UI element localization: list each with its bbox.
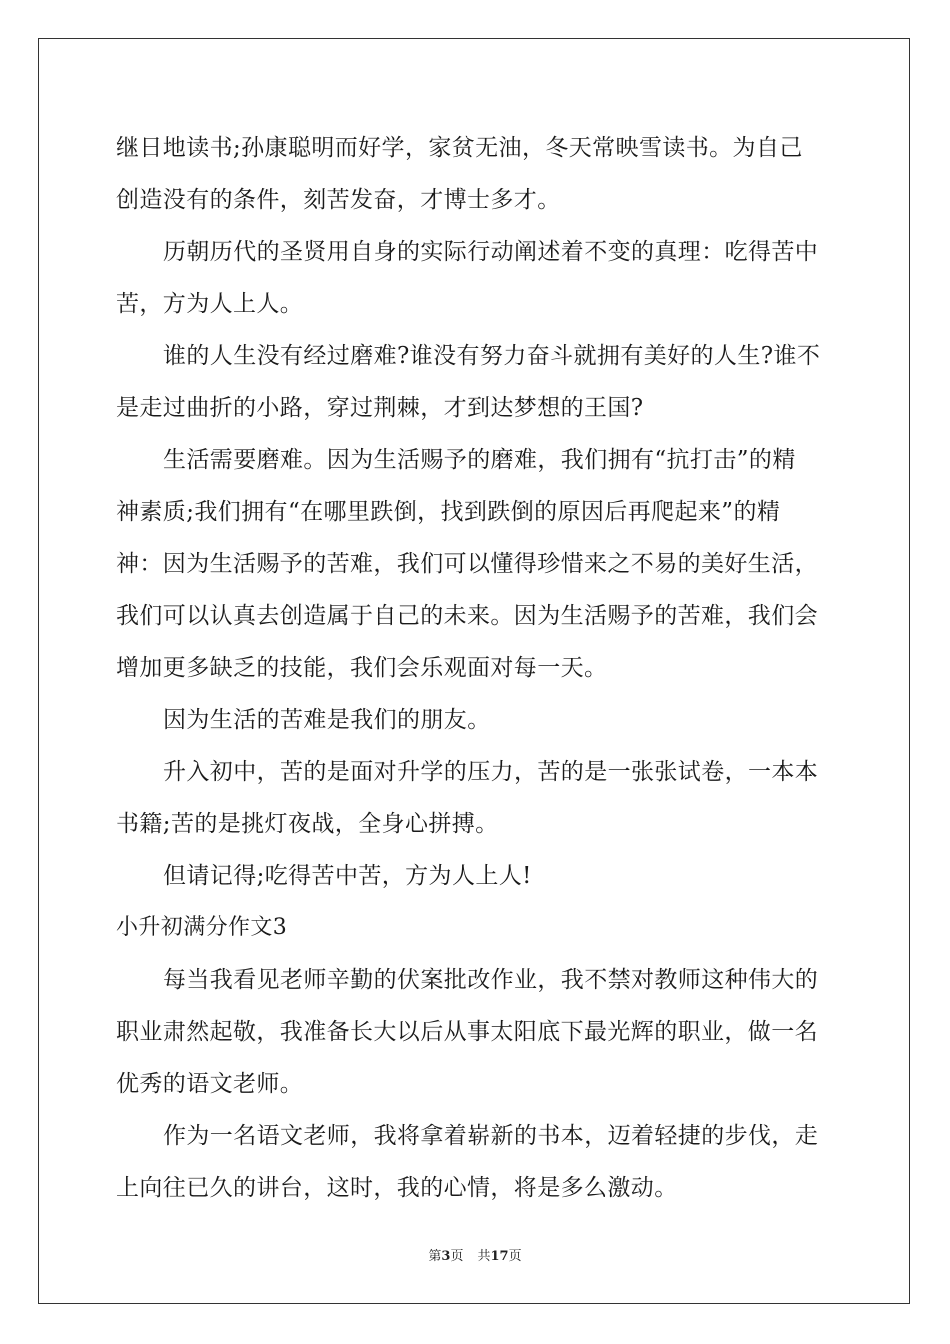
- text-line-3: 历朝历代的圣贤用自身的实际行动阐述着不变的真理：吃得苦中: [163, 239, 819, 265]
- document-body: [116, 128, 838, 1220]
- text-line-19: 优秀的语文老师。: [116, 1071, 304, 1097]
- text-line-6: 是走过曲折的小路，穿过荆棘，才到达梦想的王国?: [116, 395, 644, 421]
- section-heading: 小升初满分作文3: [116, 915, 288, 940]
- text-line-11: 增加更多缺乏的技能，我们会乐观面对每一天。: [116, 655, 608, 681]
- text-line-2: 创造没有的条件，刻苦发奋，才博士多才。: [116, 187, 561, 213]
- text-line-20: 作为一名语文老师，我将拿着崭新的书本，迈着轻捷的步伐，走: [163, 1123, 819, 1149]
- text-line-13: 升入初中，苦的是面对升学的压力，苦的是一张张试卷，一本本: [163, 759, 819, 785]
- text-line-9: 神：因为生活赐予的苦难，我们可以懂得珍惜来之不易的美好生活，: [116, 551, 818, 577]
- footer-total-pages: 17: [490, 1249, 509, 1264]
- page-footer: [0, 1245, 950, 1264]
- text-line-10: 我们可以认真去创造属于自己的未来。因为生活赐予的苦难，我们会: [116, 603, 818, 629]
- footer-total-unit: 页: [508, 1249, 522, 1264]
- text-line-4: 苦，方为人上人。: [116, 291, 304, 317]
- text-line-1: 继日地读书;孙康聪明而好学，家贫无油，冬天常映雪读书。为自己: [116, 135, 803, 161]
- text-line-12: 因为生活的苦难是我们的朋友。: [163, 707, 491, 733]
- footer-prefix: 第: [428, 1249, 442, 1264]
- text-line-14: 书籍;苦的是挑灯夜战，全身心拼搏。: [116, 811, 499, 837]
- footer-page-unit: 页: [450, 1249, 464, 1264]
- text-line-17: 每当我看见老师辛勤的伏案批改作业，我不禁对教师这种伟大的: [163, 967, 819, 993]
- text-line-7: 生活需要磨难。因为生活赐予的磨难，我们拥有“抗打击”的精: [163, 447, 796, 473]
- footer-current-page: 3: [441, 1249, 451, 1264]
- text-line-15: 但请记得;吃得苦中苦，方为人上人!: [163, 863, 532, 889]
- text-line-5: 谁的人生没有经过磨难?谁没有努力奋斗就拥有美好的人生?谁不: [163, 343, 821, 369]
- footer-total-prefix: 共: [477, 1249, 491, 1264]
- text-line-18: 职业肃然起敬，我准备长大以后从事太阳底下最光辉的职业，做一名: [116, 1019, 818, 1045]
- text-line-8: 神素质;我们拥有“在哪里跌倒，找到跌倒的原因后再爬起来”的精: [116, 499, 781, 525]
- text-line-21: 上向往已久的讲台，这时，我的心情，将是多么激动。: [116, 1175, 678, 1201]
